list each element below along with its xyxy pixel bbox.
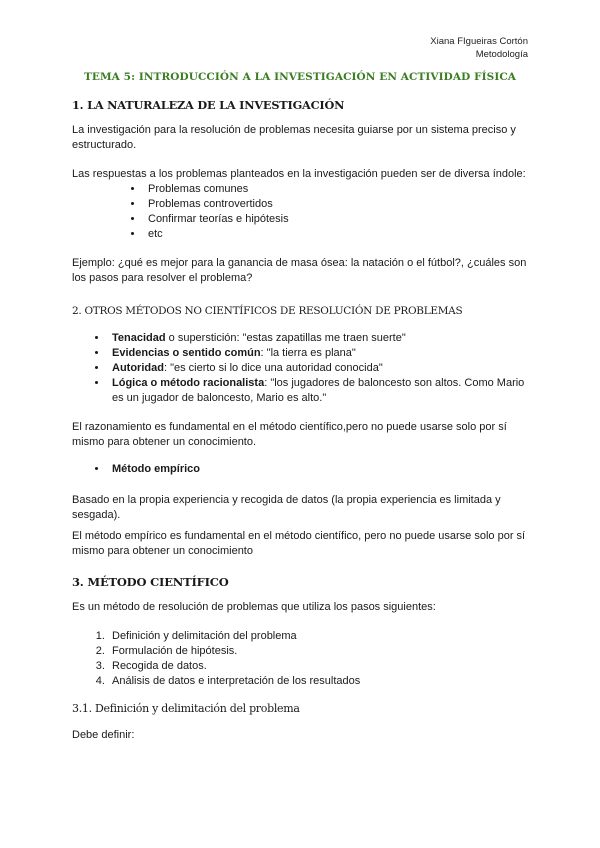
header-subject: Metodología xyxy=(475,49,528,60)
paragraph: El razonamiento es fundamental en el método científico,pero no puede usarse solo por sí mismo para obtener un conocimiento. xyxy=(72,421,507,448)
steps-list xyxy=(72,629,534,689)
method-text: : "es cierto si lo dice una autoridad conocida" xyxy=(163,362,383,374)
section-2-heading: 2. OTROS MÉTODOS NO CIENTÍFICOS DE RESOLUCIÓN DE PROBLEMAS xyxy=(72,305,463,317)
list-item: 3. Recogida de datos. xyxy=(108,659,534,674)
list-item: • Problemas controvertidos xyxy=(144,197,534,212)
section-1-heading: 1. LA NATURALEZA DE LA INVESTIGACIÓN xyxy=(72,98,345,112)
list-item xyxy=(108,376,534,406)
list-item: 2. Formulación de hipótesis. xyxy=(108,644,534,659)
list-item xyxy=(108,331,534,346)
paragraph: El método empírico es fundamental en el método científico, pero no puede usarse solo por sí mismo para obtener un conocimiento xyxy=(72,530,526,557)
page-header xyxy=(430,35,528,61)
list-item xyxy=(108,346,534,361)
method-text: o superstición: "estas zapatillas me traen suerte" xyxy=(165,332,406,344)
paragraph: Debe definir: xyxy=(72,729,135,741)
document-title: TEMA 5: INTRODUCCIÓN A LA INVESTIGACIÓN EN ACTIVIDAD FÍSICA xyxy=(83,71,517,83)
empirical-list xyxy=(72,462,534,477)
example-paragraph: Ejemplo: ¿qué es mejor para la ganancia de masa ósea: la natación o el fútbol?, ¿cuáles son los pasos para resolver el problema? xyxy=(72,257,527,284)
section-3-heading: 3. MÉTODO CIENTÍFICO xyxy=(72,575,229,589)
method-term: Método empírico xyxy=(112,463,201,475)
method-term: Tenacidad xyxy=(112,332,166,344)
methods-list xyxy=(72,331,534,406)
list-item xyxy=(108,361,534,376)
method-term: Lógica o método racionalista xyxy=(112,377,265,389)
list-item: • Confirmar teorías e hipótesis xyxy=(144,212,534,227)
subsection-heading: 3.1. Definición y delimitación del problema xyxy=(72,702,300,715)
method-term: Autoridad xyxy=(112,362,164,374)
method-term: Evidencias o sentido común xyxy=(112,347,261,359)
method-text: : "los jugadores de baloncesto son altos. Como Mario es un jugador de baloncesto, Mario es alto." xyxy=(112,377,525,404)
list-item: 4. Análisis de datos e interpretación de los resultados xyxy=(108,674,534,689)
list-item: • etc xyxy=(144,227,534,242)
list-item: • Problemas comunes xyxy=(144,182,534,197)
document-body xyxy=(72,98,534,743)
list-item xyxy=(108,462,534,477)
response-types-list xyxy=(72,182,534,242)
paragraph: Las respuestas a los problemas planteados en la investigación pueden ser de diversa índole: xyxy=(72,168,526,180)
paragraph: La investigación para la resolución de problemas necesita guiarse por un sistema preciso y estructurado. xyxy=(72,124,516,151)
list-item: 1. Definición y delimitación del problema xyxy=(108,629,534,644)
header-author: Xiana FIgueiras Cortón xyxy=(430,36,528,47)
paragraph: Basado en la propia experiencia y recogida de datos (la propia experiencia es limitada y sesgada). xyxy=(72,494,501,521)
paragraph: Es un método de resolución de problemas que utiliza los pasos siguientes: xyxy=(72,601,436,613)
method-text: : "la tierra es plana" xyxy=(260,347,356,359)
